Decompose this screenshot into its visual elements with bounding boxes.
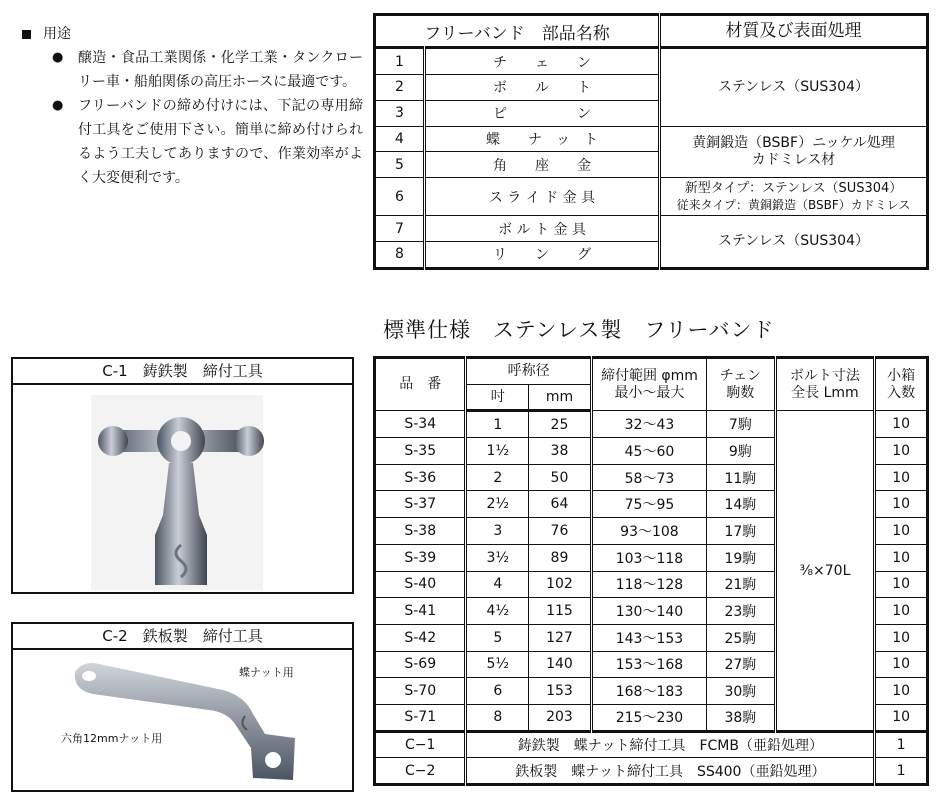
- square-bullet-icon: [22, 30, 31, 39]
- nut-label: 蝶ナット用: [239, 666, 294, 679]
- part-name: チ ェ ン: [425, 48, 660, 75]
- spec-inch: 8: [466, 704, 529, 731]
- spec-mm: 38: [529, 438, 592, 465]
- parts-row: [375, 216, 928, 242]
- spec-inch: 2½: [466, 491, 529, 518]
- spec-part-code: S-41: [375, 598, 466, 625]
- header-inch: 吋: [466, 384, 529, 411]
- spec-inch: 5: [466, 624, 529, 651]
- spec-row: [375, 411, 928, 438]
- tool-description: 鋳鉄製 蝶ナット締付工具 FCMB（亜鉛処理）: [466, 731, 875, 758]
- spec-box-qty: 10: [875, 518, 928, 545]
- spec-range: 143～153: [591, 624, 706, 651]
- header-mm: mm: [529, 384, 592, 411]
- header-box: [875, 358, 928, 411]
- parts-header-material: 材質及び表面処理: [660, 15, 928, 48]
- spec-chain: 23駒: [707, 598, 776, 625]
- parts-row: [375, 126, 928, 152]
- spec-box-qty: 10: [875, 624, 928, 651]
- parts-header-name: フリーバンド 部品名称: [375, 15, 660, 48]
- header-range-line: 締付範囲 φmm: [600, 367, 698, 384]
- usage-item: ● フリーバンドの締め付けには、下記の専用締付工具をご使用下さい。簡単に締め付けられるよう工夫してありますので、作業効率がよく大変便利です。: [52, 94, 363, 190]
- spec-range: 118～128: [591, 571, 706, 598]
- spec-mm: 115: [529, 598, 592, 625]
- spec-mm: 102: [529, 571, 592, 598]
- spec-range: 153～168: [591, 651, 706, 678]
- spec-mm: 140: [529, 651, 592, 678]
- part-number: 2: [375, 75, 425, 101]
- spec-chain: 38駒: [707, 704, 776, 731]
- spec-box-qty: 10: [875, 571, 928, 598]
- spec-table: [373, 356, 929, 786]
- spec-chain: 17駒: [707, 518, 776, 545]
- usage-heading: 用途: [43, 26, 71, 42]
- spec-inch: 2: [466, 464, 529, 491]
- spec-part-code: S-69: [375, 651, 466, 678]
- spec-chain: 30駒: [707, 678, 776, 705]
- part-material-line: 新型タイプ：ステンレス（SUS304）: [684, 180, 903, 196]
- spec-range: 93～108: [591, 518, 706, 545]
- spec-box-qty: 10: [875, 651, 928, 678]
- spec-part-code: S-38: [375, 518, 466, 545]
- part-number: 1: [375, 48, 425, 75]
- part-material-line: 従来タイプ：黄銅鍛造（BSBF）カドミレス: [676, 197, 911, 212]
- part-number: 5: [375, 152, 425, 178]
- spec-chain: 25駒: [707, 624, 776, 651]
- header-chain: [707, 358, 776, 411]
- spec-range: 215～230: [591, 704, 706, 731]
- spec-inch: 1: [466, 411, 529, 438]
- spec-box-qty: 10: [875, 598, 928, 625]
- parts-header-row: [375, 15, 928, 48]
- header-chain-line: 駒数: [726, 384, 755, 401]
- spec-chain: 14駒: [707, 491, 776, 518]
- tool-box-qty: 1: [875, 758, 928, 785]
- header-part-no: 品 番: [375, 358, 466, 411]
- spec-mm: 89: [529, 544, 592, 571]
- spec-mm: 76: [529, 518, 592, 545]
- spec-header-row: [375, 358, 928, 385]
- part-material-line: 黄銅鍛造（BSBF）ニッケル処理: [692, 134, 895, 151]
- spec-chain: 11駒: [707, 464, 776, 491]
- spec-range: 58～73: [591, 464, 706, 491]
- part-name: ス ラ イ ド 金 具: [425, 178, 660, 216]
- spec-range: 32～43: [591, 411, 706, 438]
- part-number: 4: [375, 126, 425, 152]
- spec-part-code: S-35: [375, 438, 466, 465]
- part-name: 蝶 ナ ッ ト: [425, 126, 660, 152]
- usage-section: [18, 22, 363, 190]
- part-name: ボ ル ト 金 具: [425, 216, 660, 242]
- spec-mm: 153: [529, 678, 592, 705]
- part-material: ステンレス（SUS304）: [660, 216, 928, 269]
- tool-c2-panel: [11, 622, 354, 792]
- spec-chain: 27駒: [707, 651, 776, 678]
- tool-c1-caption: C-1 鋳鉄製 締付工具: [13, 359, 352, 385]
- header-chain-line: チェン: [719, 367, 762, 384]
- tool-c2-caption: C-2 鉄板製 締付工具: [13, 624, 352, 650]
- usage-heading-row: [18, 22, 363, 46]
- spec-chain: 7駒: [707, 411, 776, 438]
- part-number: 3: [375, 100, 425, 126]
- tool-description: 鉄板製 蝶ナット締付工具 SS400（亜鉛処理）: [466, 758, 875, 785]
- spec-chain: 19駒: [707, 544, 776, 571]
- usage-item: ● 醸造・食品工業関係・化学工業・タンクローリー車・船舶関係の高圧ホースに最適です。: [52, 46, 363, 94]
- spec-box-qty: 10: [875, 544, 928, 571]
- header-range: [591, 358, 706, 411]
- tool-code: C−2: [375, 758, 466, 785]
- header-box-line: 入数: [887, 384, 916, 401]
- part-name: ボ ル ト: [425, 75, 660, 101]
- spec-inch: 6: [466, 678, 529, 705]
- spec-chain: 21駒: [707, 571, 776, 598]
- spec-box-qty: 10: [875, 438, 928, 465]
- spec-range: 103～118: [591, 544, 706, 571]
- spec-box-qty: 10: [875, 491, 928, 518]
- part-number: 6: [375, 178, 425, 216]
- part-name: リ ン グ: [425, 241, 660, 268]
- cast-iron-wrench-icon: [13, 385, 352, 592]
- spec-chain: 9駒: [707, 438, 776, 465]
- spec-part-code: S-70: [375, 678, 466, 705]
- spec-box-qty: 10: [875, 704, 928, 731]
- spec-mm: 203: [529, 704, 592, 731]
- spec-part-code: S-37: [375, 491, 466, 518]
- steel-plate-wrench-icon: [13, 650, 352, 790]
- spec-mm: 50: [529, 464, 592, 491]
- spec-bolt-size: ⅜×70L: [775, 411, 875, 731]
- spec-inch: 5½: [466, 651, 529, 678]
- usage-list: [52, 46, 363, 190]
- part-number: 7: [375, 216, 425, 242]
- tool-code: C−1: [375, 731, 466, 758]
- spec-inch: 1½: [466, 438, 529, 465]
- spec-box-qty: 10: [875, 678, 928, 705]
- header-range-line: 最小～最大: [614, 384, 685, 401]
- spec-part-code: S-40: [375, 571, 466, 598]
- header-bolt-line: ボルト寸法: [789, 367, 860, 384]
- spec-part-code: S-34: [375, 411, 466, 438]
- part-material: [660, 178, 928, 216]
- part-material: ステンレス（SUS304）: [660, 48, 928, 127]
- tool-c1-panel: [11, 357, 354, 594]
- spec-tool-row: [375, 731, 928, 758]
- spec-part-code: S-71: [375, 704, 466, 731]
- spec-inch: 3: [466, 518, 529, 545]
- spec-tool-row: [375, 758, 928, 785]
- part-material: [660, 126, 928, 178]
- spec-inch: 4½: [466, 598, 529, 625]
- spec-range: 75～95: [591, 491, 706, 518]
- tool-box-qty: 1: [875, 731, 928, 758]
- spec-box-qty: 10: [875, 464, 928, 491]
- spec-inch: 4: [466, 571, 529, 598]
- spec-part-code: S-42: [375, 624, 466, 651]
- hex-nut-label: 六角12mmナット用: [61, 732, 163, 745]
- spec-range: 45～60: [591, 438, 706, 465]
- header-nominal: 呼称径: [466, 358, 591, 385]
- spec-title: 標準仕様 ステンレス製 フリーバンド: [383, 318, 775, 342]
- spec-box-qty: 10: [875, 411, 928, 438]
- spec-range: 130～140: [591, 598, 706, 625]
- parts-table: [373, 13, 929, 270]
- spec-range: 168～183: [591, 678, 706, 705]
- spec-mm: 25: [529, 411, 592, 438]
- header-bolt: [775, 358, 875, 411]
- parts-row: [375, 48, 928, 75]
- spec-part-code: S-36: [375, 464, 466, 491]
- spec-mm: 64: [529, 491, 592, 518]
- spec-inch: 3½: [466, 544, 529, 571]
- part-number: 8: [375, 241, 425, 268]
- part-material-line: カドミレス材: [751, 151, 836, 168]
- header-bolt-line: 全長 Lmm: [791, 384, 859, 401]
- part-name: 角 座 金: [425, 152, 660, 178]
- part-name: ピ ン: [425, 100, 660, 126]
- header-box-line: 小箱: [887, 367, 916, 384]
- spec-part-code: S-39: [375, 544, 466, 571]
- spec-mm: 127: [529, 624, 592, 651]
- parts-row: [375, 178, 928, 216]
